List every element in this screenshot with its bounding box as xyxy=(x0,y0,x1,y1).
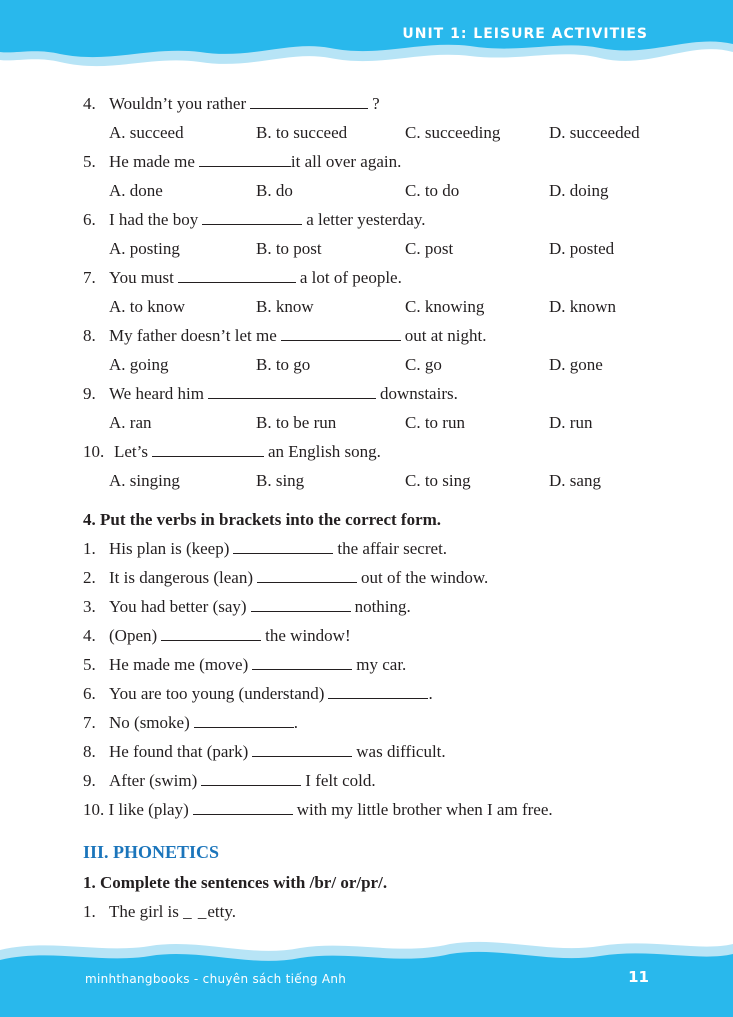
item-text-after: . xyxy=(428,684,433,703)
answer-blank[interactable] xyxy=(233,538,333,554)
question-text-before: You must xyxy=(109,268,174,287)
answer-blank[interactable] xyxy=(199,151,291,167)
option-b[interactable]: B. do xyxy=(256,181,293,200)
question-text-before: I had the boy xyxy=(109,210,199,229)
item-8 xyxy=(83,737,663,766)
answer-blank[interactable] xyxy=(250,93,368,109)
page-number: 11 xyxy=(628,968,649,986)
exercise-3-list xyxy=(83,89,663,495)
unit-title: UNIT 1: LEISURE ACTIVITIES xyxy=(402,26,648,42)
answer-blank[interactable] xyxy=(152,441,264,457)
option-d[interactable]: D. doing xyxy=(549,181,609,200)
question-number: 5. xyxy=(83,152,96,171)
item-6 xyxy=(83,679,663,708)
item-number: 4. xyxy=(83,626,96,645)
question-10 xyxy=(83,437,663,495)
option-b[interactable]: B. know xyxy=(256,297,314,316)
question-stem xyxy=(83,321,663,350)
question-text-before: Let’s xyxy=(114,442,148,461)
question-4 xyxy=(83,89,663,147)
question-number: 4. xyxy=(83,94,96,113)
question-number: 8. xyxy=(83,326,96,345)
item-number: 2. xyxy=(83,568,96,587)
item-5 xyxy=(83,650,663,679)
question-number: 6. xyxy=(83,210,96,229)
answer-blank[interactable] xyxy=(251,596,351,612)
options-row xyxy=(83,118,663,147)
footer-brand: minhthangbooks - chuyên sách tiếng Anh xyxy=(85,972,347,986)
options-row xyxy=(83,408,663,437)
answer-blank[interactable] xyxy=(201,770,301,786)
item-number: 10. xyxy=(83,800,105,819)
item-1 xyxy=(83,534,663,563)
option-a[interactable]: A. ran xyxy=(109,413,152,432)
question-8 xyxy=(83,321,663,379)
item-text-before: You are too young (understand) xyxy=(109,684,325,703)
option-d[interactable]: D. succeeded xyxy=(549,123,640,142)
option-c[interactable]: C. post xyxy=(405,239,454,258)
item-number: 5. xyxy=(83,655,96,674)
option-a[interactable]: A. singing xyxy=(109,471,180,490)
question-number: 10. xyxy=(83,442,105,461)
item-9 xyxy=(83,766,663,795)
phonetics-section xyxy=(83,836,663,926)
item-text-after: . xyxy=(293,713,298,732)
option-a[interactable]: A. posting xyxy=(109,239,180,258)
question-stem xyxy=(83,437,663,466)
option-b[interactable]: B. to post xyxy=(256,239,322,258)
question-text-after: a letter yesterday. xyxy=(306,210,426,229)
item-number: 6. xyxy=(83,684,96,703)
item-text-before: After (swim) xyxy=(109,771,198,790)
item-10 xyxy=(83,795,663,824)
option-c[interactable]: C. go xyxy=(405,355,442,374)
item-text-before: He found that (park) xyxy=(109,742,249,761)
option-d[interactable]: D. sang xyxy=(549,471,601,490)
options-row xyxy=(83,292,663,321)
question-stem xyxy=(83,89,663,118)
option-c[interactable]: C. to do xyxy=(405,181,460,200)
answer-blank[interactable] xyxy=(161,625,261,641)
item-number: 9. xyxy=(83,771,96,790)
spacer xyxy=(83,824,663,836)
question-stem xyxy=(83,205,663,234)
item-text-before: The girl is xyxy=(109,902,179,921)
option-c[interactable]: C. succeeding xyxy=(405,123,501,142)
option-a[interactable]: A. going xyxy=(109,355,169,374)
item-3 xyxy=(83,592,663,621)
option-d[interactable]: D. gone xyxy=(549,355,603,374)
item-text-after: with my little brother when I am free. xyxy=(296,800,553,819)
phonetics-heading: III. PHONETICS xyxy=(83,842,220,862)
question-7 xyxy=(83,263,663,321)
item-text-before: You had better (say) xyxy=(109,597,247,616)
answer-blank[interactable] xyxy=(281,325,401,341)
answer-blank[interactable] xyxy=(328,683,428,699)
option-a[interactable]: A. succeed xyxy=(109,123,184,142)
answer-blank[interactable] xyxy=(178,267,296,283)
question-stem xyxy=(83,147,663,176)
question-text-after: an English song. xyxy=(268,442,381,461)
option-a[interactable]: A. done xyxy=(109,181,163,200)
option-d[interactable]: D. run xyxy=(549,413,593,432)
answer-blank[interactable] xyxy=(257,567,357,583)
option-b[interactable]: B. to go xyxy=(256,355,311,374)
question-number: 9. xyxy=(83,384,96,403)
question-6 xyxy=(83,205,663,263)
option-d[interactable]: D. known xyxy=(549,297,617,316)
question-text-after: out at night. xyxy=(404,326,487,345)
options-row xyxy=(83,466,663,495)
item-text-before: His plan is (keep) xyxy=(109,539,230,558)
item-text-after: my car. xyxy=(356,655,407,674)
item-text-after: out of the window. xyxy=(360,568,489,587)
option-b[interactable]: B. to be run xyxy=(256,413,337,432)
question-text-after: a lot of people. xyxy=(299,268,402,287)
question-number: 7. xyxy=(83,268,96,287)
option-b[interactable]: B. to succeed xyxy=(256,123,348,142)
spacer xyxy=(83,495,663,505)
item-text-after: etty. xyxy=(207,902,237,921)
options-row xyxy=(83,350,663,379)
item-7 xyxy=(83,708,663,737)
question-stem xyxy=(83,263,663,292)
option-b[interactable]: B. sing xyxy=(256,471,305,490)
answer-blank[interactable] xyxy=(193,799,293,815)
item-number: 3. xyxy=(83,597,96,616)
question-5 xyxy=(83,147,663,205)
exercise-4 xyxy=(83,505,663,824)
question-9 xyxy=(83,379,663,437)
option-c[interactable]: C. knowing xyxy=(405,297,485,316)
phonetics-item-1 xyxy=(83,897,663,926)
answer-blank[interactable] xyxy=(208,383,376,399)
item-2 xyxy=(83,563,663,592)
page-content xyxy=(83,89,663,926)
question-stem xyxy=(83,379,663,408)
options-row xyxy=(83,234,663,263)
question-text-after: ? xyxy=(372,94,380,113)
exercise-4-title: 4. Put the verbs in brackets into the correct form. xyxy=(83,510,442,529)
answer-blank[interactable] xyxy=(194,712,294,728)
item-text-before: No (smoke) xyxy=(109,713,190,732)
option-a[interactable]: A. to know xyxy=(109,297,186,316)
question-text-after: downstairs. xyxy=(379,384,458,403)
question-text-before: He made me xyxy=(109,152,195,171)
item-text-after: I felt cold. xyxy=(305,771,376,790)
answer-blank[interactable] xyxy=(202,209,302,225)
item-text-before: (Open) xyxy=(109,626,158,645)
item-number: 7. xyxy=(83,713,96,732)
letter-blank[interactable]: _ _ xyxy=(183,902,208,921)
option-d[interactable]: D. posted xyxy=(549,239,615,258)
question-text-after: it all over again. xyxy=(290,152,402,171)
question-text-before: My father doesn’t let me xyxy=(109,326,277,345)
item-text-after: the window! xyxy=(265,626,351,645)
item-text-before: I like (play) xyxy=(108,800,189,819)
answer-blank[interactable] xyxy=(252,654,352,670)
options-row xyxy=(83,176,663,205)
phonetics-exercise-title: 1. Complete the sentences with /br/ or/pr/. xyxy=(83,873,388,892)
option-c[interactable]: C. to run xyxy=(405,413,465,432)
item-text-after: was difficult. xyxy=(356,742,446,761)
item-number: 1. xyxy=(83,902,96,921)
item-text-before: He made me (move) xyxy=(109,655,249,674)
item-text-before: It is dangerous (lean) xyxy=(109,568,253,587)
answer-blank[interactable] xyxy=(252,741,352,757)
item-text-after: nothing. xyxy=(354,597,411,616)
item-number: 1. xyxy=(83,539,96,558)
question-text-before: Wouldn’t you rather xyxy=(109,94,247,113)
item-4 xyxy=(83,621,663,650)
item-text-after: the affair secret. xyxy=(337,539,448,558)
option-c[interactable]: C. to sing xyxy=(405,471,471,490)
item-number: 8. xyxy=(83,742,96,761)
question-text-before: We heard him xyxy=(109,384,204,403)
